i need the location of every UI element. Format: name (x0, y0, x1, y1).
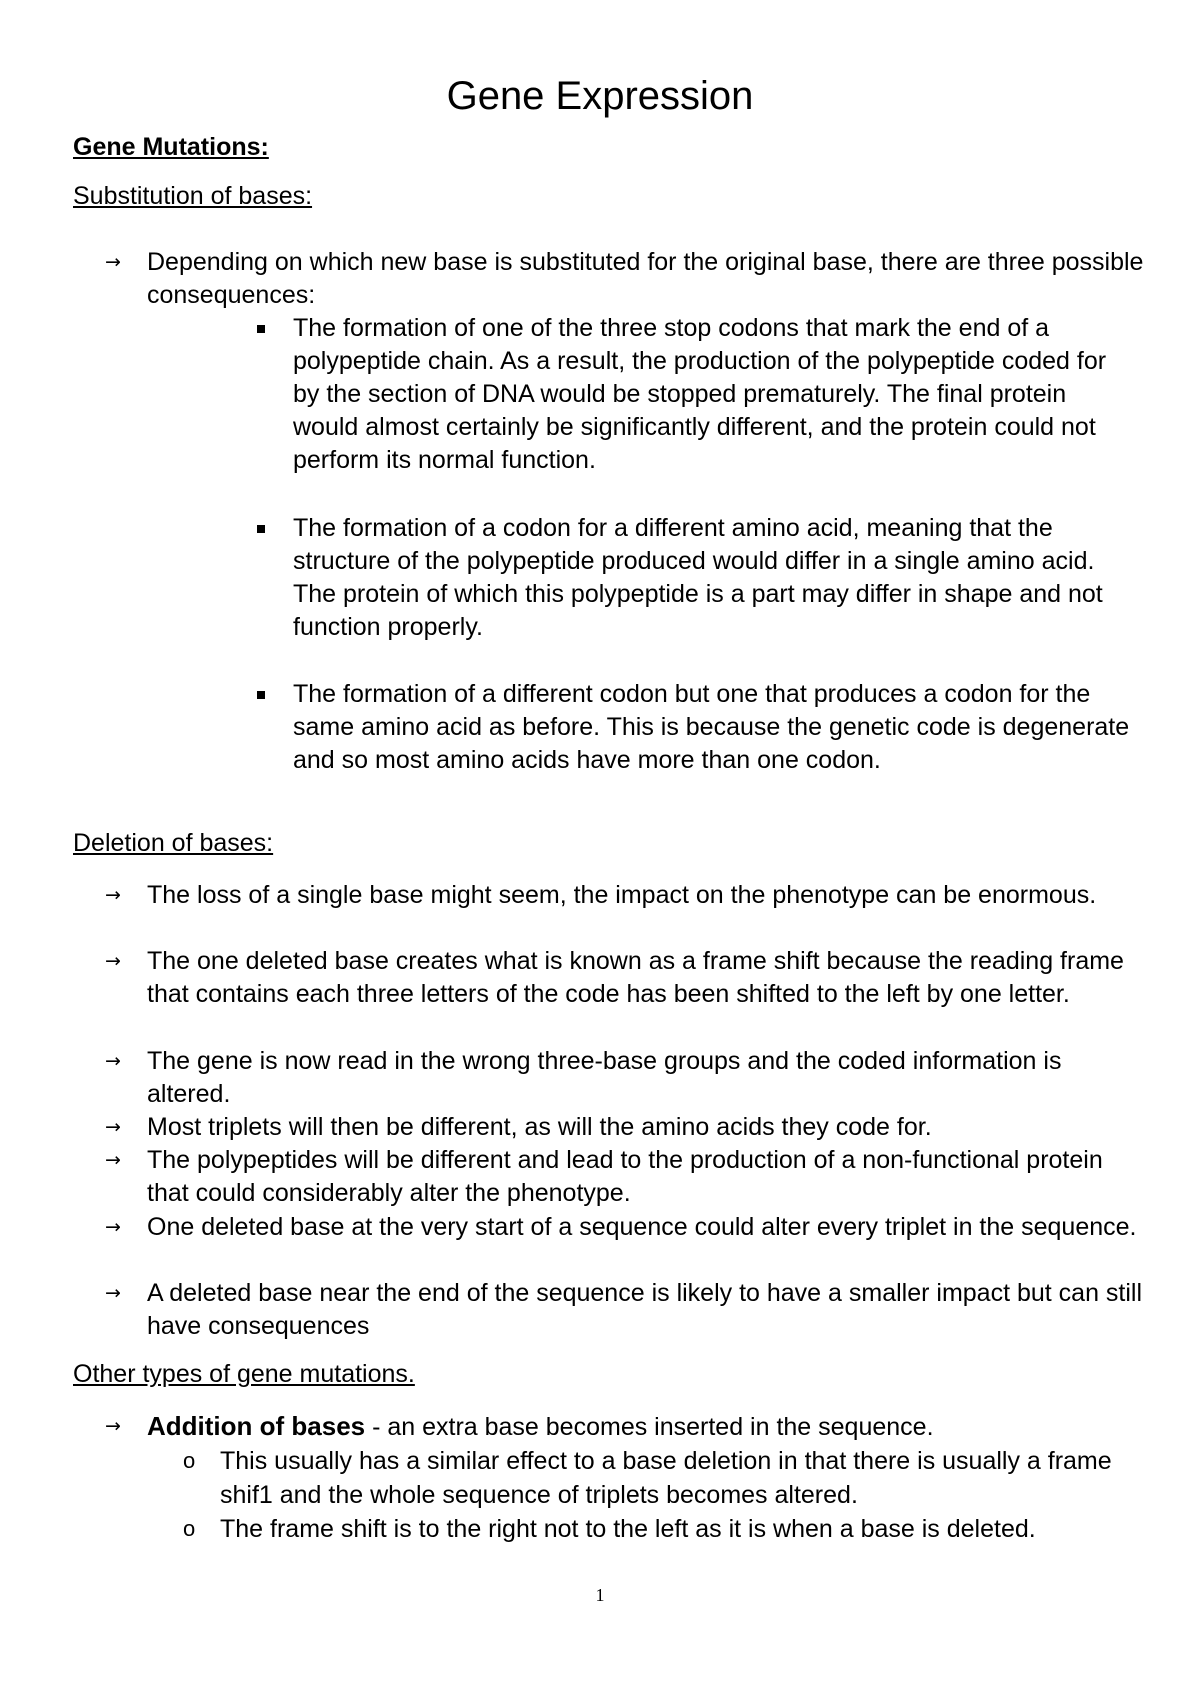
list-item-text: The formation of one of the three stop codons that mark the end of a polypeptide chain. As a result, the production of the polypeptide coded for by the section of DNA would be stopped prematurely. The final protein would almost certainly be significantly different, and the protein could not perform its normal function. (293, 314, 1107, 474)
sub-list-item-text: The frame shift is to the right not to the left as it is when a base is deleted. (220, 1515, 1036, 1543)
list-item (105, 1277, 1145, 1343)
list-item-text: The loss of a single base might seem, the impact on the phenotype can be enormous. (147, 881, 1097, 909)
page-title: Gene Expression (446, 74, 754, 118)
subheading-other-mutations: Other types of gene mutations. (73, 1360, 415, 1388)
list-item-text: Most triplets will then be different, as will the amino acids they code for. (147, 1113, 932, 1141)
arrow-icon: → (105, 1282, 121, 1304)
arrow-icon: → (105, 1149, 121, 1171)
arrow-icon: → (105, 1050, 121, 1072)
list-item-text: Depending on which new base is substituted for the original base, there are three possible consequences: (147, 248, 1144, 309)
term-addition-of-bases: Addition of bases (147, 1411, 366, 1441)
arrow-icon: → (105, 1415, 121, 1437)
arrow-icon: → (105, 884, 121, 906)
list-item-text: The formation of a codon for a different amino acid, meaning that the structure of the polypeptide produced would differ in a single amino acid. The protein of which this polypeptide is a part may differ in shape and not function properly. (293, 514, 1103, 641)
list-item (105, 1045, 1145, 1111)
page-number: 1 (595, 1585, 605, 1605)
list-item-text: The gene is now read in the wrong three-base groups and the coded information is altered. (147, 1047, 1062, 1108)
addition-description: - an extra base becomes inserted in the sequence. (365, 1413, 934, 1441)
list-item (105, 246, 1145, 312)
list-item-text (147, 1410, 1145, 1444)
list-item (105, 879, 1145, 912)
sub-list-item (183, 1512, 1143, 1546)
sub-list-item (183, 1444, 1143, 1512)
circle-bullet-icon: o (183, 1448, 196, 1473)
section-heading-gene-mutations: Gene Mutations: (73, 133, 269, 161)
list-item-text: One deleted base at the very start of a sequence could alter every triplet in the sequence. (147, 1213, 1137, 1241)
list-item (255, 678, 1135, 777)
list-item (105, 1144, 1145, 1210)
list-item-text: The one deleted base creates what is known as a frame shift because the reading frame that contains each three letters of the code has been shifted to the left by one letter. (147, 947, 1124, 1008)
list-item (105, 945, 1145, 1011)
arrow-icon: → (105, 1116, 121, 1138)
list-item (105, 1410, 1145, 1444)
arrow-icon: → (105, 251, 121, 273)
list-item (255, 512, 1135, 644)
list-item-text: A deleted base near the end of the sequence is likely to have a smaller impact but can still have consequences (147, 1279, 1143, 1340)
circle-bullet-icon: o (183, 1516, 196, 1541)
arrow-icon: → (105, 950, 121, 972)
square-bullet-icon (257, 325, 265, 333)
list-item (255, 312, 1135, 477)
list-item (105, 1111, 1145, 1144)
square-bullet-icon (257, 691, 265, 699)
list-item (105, 1211, 1145, 1244)
sub-list-item-text: This usually has a similar effect to a base deletion in that there is usually a frame shif1 and the whole sequence of triplets becomes altered. (220, 1447, 1112, 1509)
arrow-icon: → (105, 1216, 121, 1238)
list-item-text: The formation of a different codon but one that produces a codon for the same amino acid as before. This is because the genetic code is degenerate and so most amino acids have more than one codon. (293, 680, 1130, 774)
square-bullet-icon (257, 525, 265, 533)
subheading-deletion: Deletion of bases: (73, 829, 274, 857)
subheading-substitution: Substitution of bases: (73, 182, 313, 210)
list-item-text: The polypeptides will be different and lead to the production of a non-functional protein that could considerably alter the phenotype. (147, 1146, 1103, 1207)
